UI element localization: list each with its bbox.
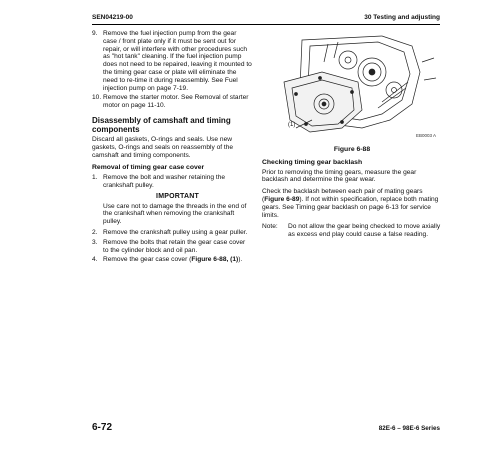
step-number: 10. [92,94,102,102]
step-text: Remove the starter motor. See Removal of starter motor on page 11-10. [103,94,249,110]
figure-code: EB0003 A [415,133,436,139]
section-title: 30 Testing and adjusting [364,14,440,21]
para-text-pre: Check the backlash between each pair of mating gears ( [262,188,423,203]
important-text: Use care not to damage the threads in the end of the crankshaft when removing the crankshaft pulley. [103,202,247,226]
step-number: 2. [92,228,98,236]
figure-reference: Figure 6-88, (1) [191,256,239,264]
header-rule [92,24,440,25]
step-number: 3. [92,238,98,246]
backlash-paragraph-1: Prior to removing the timing gears, measure the gear backlash and determine the gear wear. [262,168,417,184]
step-4 [92,256,252,264]
step-10 [92,94,252,110]
note-text: Do not allow the gear being checked to move axially as excess end play could cause a false reading. [288,223,441,239]
backlash-paragraph-2 [262,188,442,219]
intro-paragraph: Discard all gaskets, O-rings and seals. Use new gaskets, O-rings and seals on reassembly of the camshaft and timing components. [92,135,234,159]
step-text-pre: Remove the gear case cover ( [103,256,192,264]
step-text [103,256,252,264]
section-heading-disassembly: Disassembly of camshaft and timing components [92,115,231,134]
step-number: 4. [92,256,98,264]
subheading-backlash: Checking timing gear backlash [262,158,363,166]
step-number: 1. [92,174,98,182]
step-number: 9. [92,30,98,37]
step-text: Remove the crankshaft pulley using a gear puller. [103,228,248,236]
figure-caption: Figure 6-88 [333,146,371,153]
important-label: IMPORTANT [156,192,199,200]
para-text-post: ). If not within specification, replace both mating gears. See Timing gear backlash on page 6-13 for service limits. [262,195,439,219]
step-text: Remove the bolts that retain the gear case cover to the cylinder block and oil pan. [103,238,246,254]
step-text: Remove the bolt and washer retaining the crankshaft pulley. [103,174,226,189]
figure-reference: Figure 6-89 [264,195,300,203]
figure-gear-case [262,32,440,144]
step-1 [92,174,252,190]
doc-id: SEN04219-00 [92,14,133,21]
right-column [262,32,442,239]
series-name: 82E-6 – 98E-6 Series [378,425,440,432]
step-9 [92,30,252,92]
figure-callout: (1) [288,122,296,129]
left-column [92,30,252,266]
note [262,223,442,239]
step-text: Remove the fuel injection pump from the gear case / front plate only if it must be sent out for repair, or will interfere with other procedures such as "hot tank" cleaning. If the fuel injection pump does not need to be repaired, leaving it mounted to the timing gear case or plate will eliminate the need to re-time it during reassembly. See Fuel injection pump on page 7-19. [103,30,252,92]
page-number: 6-72 [92,422,113,433]
step-text-post: ). [238,256,243,264]
note-label: Note: [262,223,278,231]
subheading-removal: Removal of timing gear case cover [92,164,205,172]
step-2 [92,229,252,237]
step-3 [92,239,252,255]
